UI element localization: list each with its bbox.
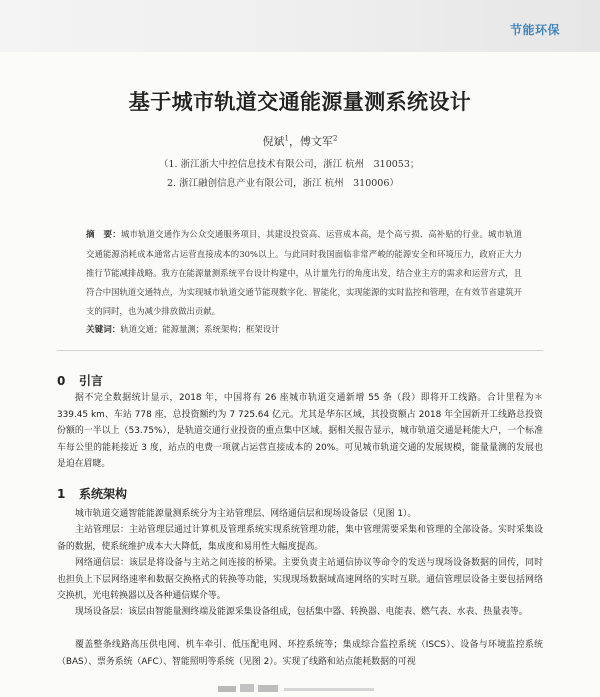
affiliation-line: 2. 浙江融创信息产业有限公司，浙江 杭州 310006） bbox=[167, 178, 399, 189]
author-affiliation-mark: 1 bbox=[284, 134, 289, 143]
section-heading bbox=[57, 372, 103, 389]
author-separator: ， bbox=[289, 135, 300, 148]
section-heading bbox=[57, 485, 127, 502]
body-paragraph: 覆盖整条线路高压供电网、机车牵引、低压配电网、环控系统等；集成综合监控系统（ISCS）、设备与环境监控系统（BAS）、票务系统（AFC）、智能照明等系统（见图 2）。实现了线路和站点能耗数据的可视 bbox=[57, 640, 543, 667]
affiliation-line: （1. 浙江浙大中控信息技术有限公司，浙江 杭州 310053； bbox=[159, 159, 420, 170]
section-title: 引言 bbox=[79, 374, 104, 388]
author-name: 傅文军 bbox=[300, 135, 333, 148]
footer-watermark bbox=[218, 680, 378, 697]
paper-title: 基于城市轨道交通能源量测系统设计 bbox=[128, 90, 472, 114]
section-number: 0 bbox=[57, 374, 66, 388]
body-paragraph: 现场设备层：该层由智能量测终端及能源采集设备组成，包括集中器、转换器、电能表、燃气表、水表、热量表等。 bbox=[75, 607, 528, 617]
section-number: 1 bbox=[57, 487, 66, 501]
section-title: 系统架构 bbox=[79, 487, 128, 501]
keywords-label: 关键词： bbox=[86, 325, 121, 335]
abstract-label: 摘 要： bbox=[86, 230, 122, 240]
keywords bbox=[86, 323, 522, 335]
section-tag: 节能环保 bbox=[509, 23, 560, 37]
author-affiliation-mark: 2 bbox=[333, 134, 338, 143]
body-paragraph: 城市轨道交通智能能源量测系统分为主站管理层、网络通信层和现场设备层（见图 1）。 bbox=[75, 509, 417, 519]
footer-watermark-graphic bbox=[218, 680, 378, 697]
keywords-text: 轨道交通；能源量测；系统架构；框架设计 bbox=[120, 324, 280, 334]
body-paragraph: 主站管理层：主站管理层通过计算机及管理系统实现系统管理功能，集中管理需要采集和管理的全部设备。实时采集设备的数据，使系统维护成本大大降低，集成度和易用性大幅度提高。 bbox=[57, 525, 543, 552]
author-line bbox=[0, 133, 600, 149]
abstract bbox=[86, 225, 522, 321]
abstract-text: 城市轨道交通作为公众交通服务项目，其建设投资高、运营成本高，是个高亏损、高补贴的行业。城市轨道交通能源消耗成本通常占运营直接成本的30%以上。与此同时我国面临非常严峻的能源安全和环境压力，政府正大力推行节能减排战略。我方在能源量测系统平台设计构建中，从计量先行的角度出发，结合业主方的需求和运营方式，且符合中国轨道交通特点，为实现城市轨道交通节能现数字化、智能化，实现能源的实时监控和管理，在有效节省建筑开支的同时，也为减少排放做出贡献。 bbox=[86, 229, 522, 316]
body-paragraph: 网络通信层：该层是将设备与主站之间连接的桥梁。主要负责主站通信协议等命令的发送与现场设备数据的回传，同时也担负上下层网络速率和数据交换格式的转换等功能，实现现场数据域高速网络的实时互联。通信管理层设备主要包括网络交换机，光电转换器以及各种通信媒介等。 bbox=[57, 558, 543, 601]
header-band bbox=[0, 0, 600, 52]
author-name: 倪斌 bbox=[262, 135, 285, 148]
section-divider bbox=[57, 350, 543, 351]
body-paragraph: 据不完全数据统计显示，2018 年，中国将有 26 座城市轨道交通新增 55 条（段）即将开工线路。合计里程为＊339.45 km、车站 778 座，总投资额约为 7 725.64 亿元。尤其是华东区域，其投资额占 2018 年全国新开工线路总投资份额的一半以上（53.75%），是轨道交通行业投资的重点集中区域。据相关报告显示，城市轨道交通是耗能大户，一个标准车每公里的能耗接近 3 度，站点的电费一项就占运营直接成本的 20%。可见城市轨道交通的发展规模，能量量测的发展也是迫在眉睫。 bbox=[57, 393, 543, 469]
